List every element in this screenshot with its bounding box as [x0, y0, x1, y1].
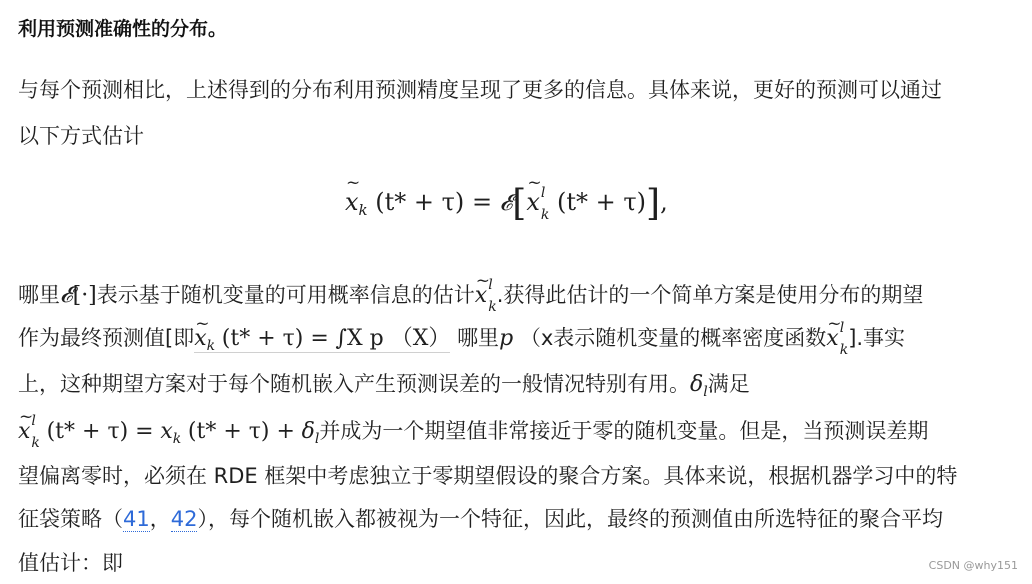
paragraph-2-line-4: [18, 413, 929, 454]
text-segment: ].事实: [848, 326, 906, 350]
paragraph-2-line-1: [18, 277, 924, 315]
eq-lhs-arg: (t* + τ): [375, 188, 465, 216]
text-segment: .获得此估计的一个简单方案是使用分布的期望: [496, 283, 924, 307]
expectation-op: 𝓔: [60, 283, 73, 308]
text-segment: 满足: [707, 372, 750, 396]
eq-equals: =: [471, 188, 493, 216]
paragraph-2-line-7: 值估计：即: [18, 551, 123, 575]
math-sub: l: [703, 384, 708, 400]
text-segment: 作为最终预测值[即: [18, 326, 195, 350]
eq-rhs-supsub: l k: [540, 184, 550, 223]
eq-rhs-var: ~ x: [526, 188, 540, 216]
reference-link-42[interactable]: 42: [170, 507, 198, 531]
reference-link-41[interactable]: 41: [123, 507, 150, 531]
math-delta: δ: [690, 372, 704, 397]
eq-lhs-sub: k: [358, 201, 368, 219]
paragraph-1-line-1: 与每个预测相比，上述得到的分布利用预测精度呈现了更多的信息。具体来说，更好的预测可以通过: [18, 78, 942, 102]
math-supsub: l k: [31, 413, 40, 451]
text-segment: ），每个随机嵌入都被视为一个特征，因此，最终的预测值由所选特征的聚合平均: [197, 507, 943, 531]
eq-comma: ,: [660, 188, 668, 216]
paren: （: [519, 326, 541, 350]
text-segment: x表示随机变量的概率密度函数: [540, 326, 827, 350]
text-segment: 表示基于随机变量的可用概率信息的估计: [96, 283, 475, 307]
text-segment: 哪里: [457, 326, 500, 350]
eq-right-bracket: ]: [646, 183, 661, 224]
integral: ∫X p （X）: [335, 326, 451, 351]
text-segment: 上，这种期望方案对于每个随机嵌入产生预测误差的一般情况特别有用。: [18, 372, 690, 396]
display-equation: [345, 183, 668, 224]
bracket-dot: [·]: [72, 283, 97, 308]
math-var: ~ x: [194, 324, 206, 354]
math-var: ~ x: [475, 281, 487, 311]
text-segment: 哪里: [18, 283, 60, 307]
math-sub: k: [172, 431, 182, 447]
eq-rhs-arg: (t* + τ): [557, 188, 647, 216]
text-segment: ，: [149, 507, 171, 531]
math-delta: δ: [301, 419, 315, 444]
math-arg: (t* + τ) =: [46, 419, 154, 444]
text-segment: 征袋策略（: [18, 507, 123, 531]
paragraph-2-line-2: [18, 320, 906, 361]
math-var: ~ x: [18, 417, 30, 447]
inline-formula: [194, 326, 450, 353]
math-sub: k: [206, 338, 216, 354]
math-supsub: l k: [839, 320, 849, 358]
math-var: x: [160, 419, 173, 444]
eq-lhs-var: ~ x: [345, 188, 359, 216]
math-sub: l: [314, 431, 320, 447]
math-supsub: l k: [488, 277, 497, 315]
paragraph-2-line-6: [18, 504, 943, 534]
text-segment: 并成为一个期望值非常接近于零的随机变量。但是，当预测误差期: [319, 419, 929, 443]
math-var-p: p: [499, 326, 514, 351]
math-var: ~ x: [826, 324, 838, 354]
watermark: CSDN @why151: [928, 559, 1018, 572]
math-arg: (t* + τ) +: [187, 419, 295, 444]
eq-expectation-op: 𝓔: [499, 191, 513, 216]
eq-left-bracket: [: [512, 183, 527, 224]
section-heading: 利用预测准确性的分布。: [18, 18, 228, 40]
paragraph-2-line-5: 望偏离零时，必须在 RDE 框架中考虑独立于零期望假设的聚合方案。具体来说，根据机器学习中的特: [18, 464, 958, 488]
paragraph-2-line-3: [18, 369, 750, 407]
math-arg: (t* + τ) =: [221, 326, 329, 351]
paragraph-1-line-2: 以下方式估计: [18, 124, 144, 148]
